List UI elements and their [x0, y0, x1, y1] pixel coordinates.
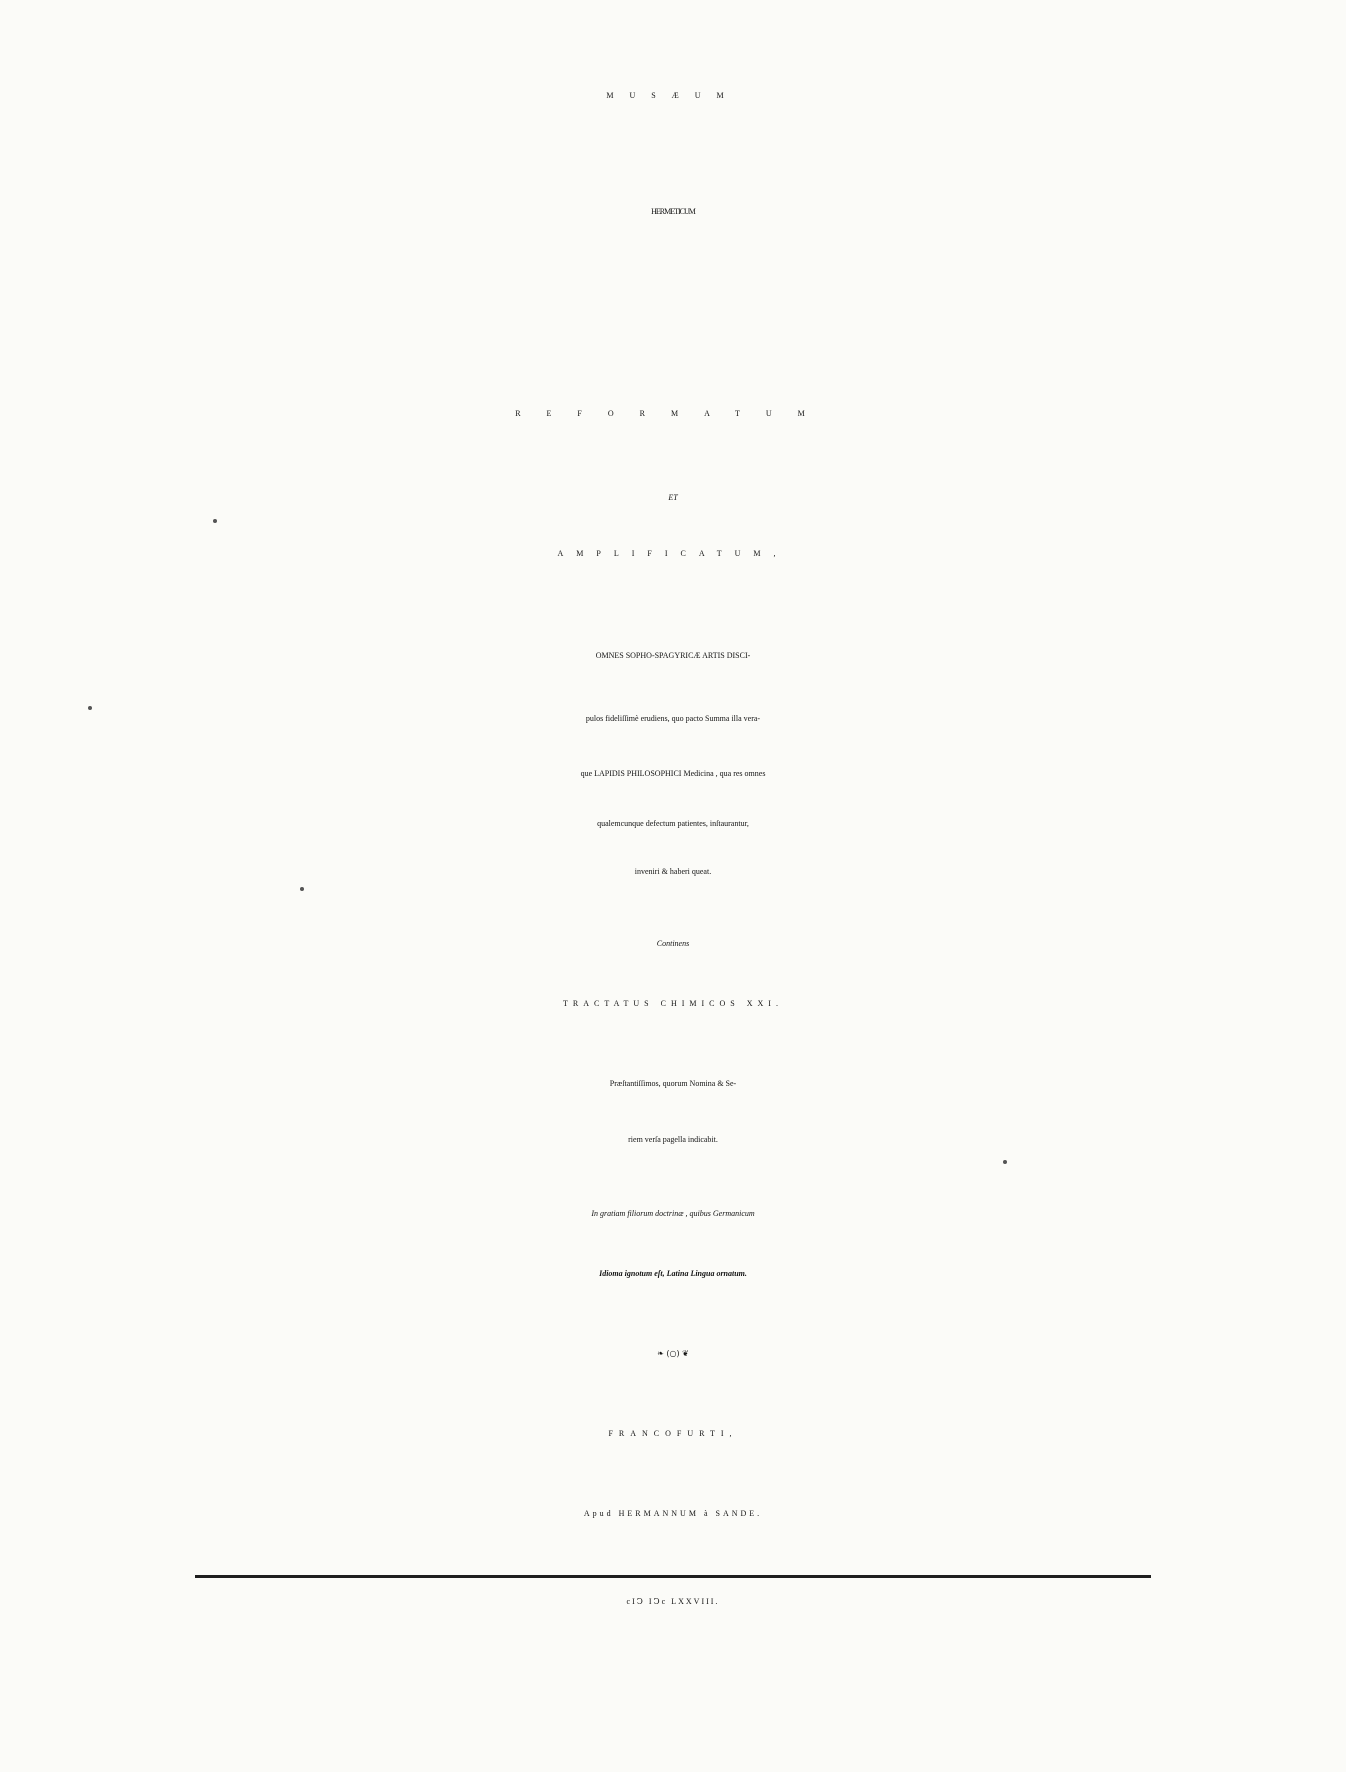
imprint-rule — [195, 1575, 1151, 1578]
contents-label: Continens — [656, 939, 690, 948]
title-line-reformatum: REFORMATUM — [515, 409, 831, 418]
contents-note-line: Præſtantiſſimos, quorum Nomina & Se- — [609, 1079, 737, 1088]
contents-title: TRACTATUS CHIMICOS XXI. — [563, 999, 783, 1008]
imprint-publisher: Apud HERMANNUM à SANDE. — [583, 1509, 763, 1518]
paper-speck — [88, 706, 92, 710]
paper-speck — [1003, 1160, 1007, 1164]
description-line: OMNES SOPHO-SPAGYRICÆ ARTIS DISCI- — [595, 651, 751, 660]
description-line: que LAPIDIS PHILOSOPHICI Medicina , qua res omnes — [580, 769, 766, 778]
description-line: pulos fideliſſimè erudiens, quo pacto Summa illa vera- — [585, 714, 761, 723]
title-line-amplificatum: AMPLIFICATUM, — [557, 549, 789, 558]
imprint-year: cIↃ IↃc LXXVIII. — [626, 1597, 720, 1606]
contents-note-line: riem verſa pagella indicabit. — [628, 1135, 718, 1144]
imprint-place: FRANCOFURTI, — [608, 1429, 738, 1438]
paper-speck — [213, 519, 217, 523]
paper-speck — [300, 887, 304, 891]
description-line: inveniri & haberi queat. — [634, 867, 712, 876]
description-line: qualemcunque defectum patientes, inſtaurantur, — [597, 819, 749, 828]
title-conjunction: ET — [668, 493, 678, 502]
title-line-musaeum: MUSÆUM — [606, 91, 740, 100]
title-line-hermeticum: HERMETICUM — [651, 207, 695, 216]
dedication-line: Idioma ignotum eſt, Latina Lingua ornatum. — [599, 1269, 747, 1278]
ornament-icon: ❧ (○) ❦ — [657, 1349, 689, 1358]
dedication-line: In gratiam filiorum doctrinæ , quibus Germanicum — [591, 1209, 755, 1218]
